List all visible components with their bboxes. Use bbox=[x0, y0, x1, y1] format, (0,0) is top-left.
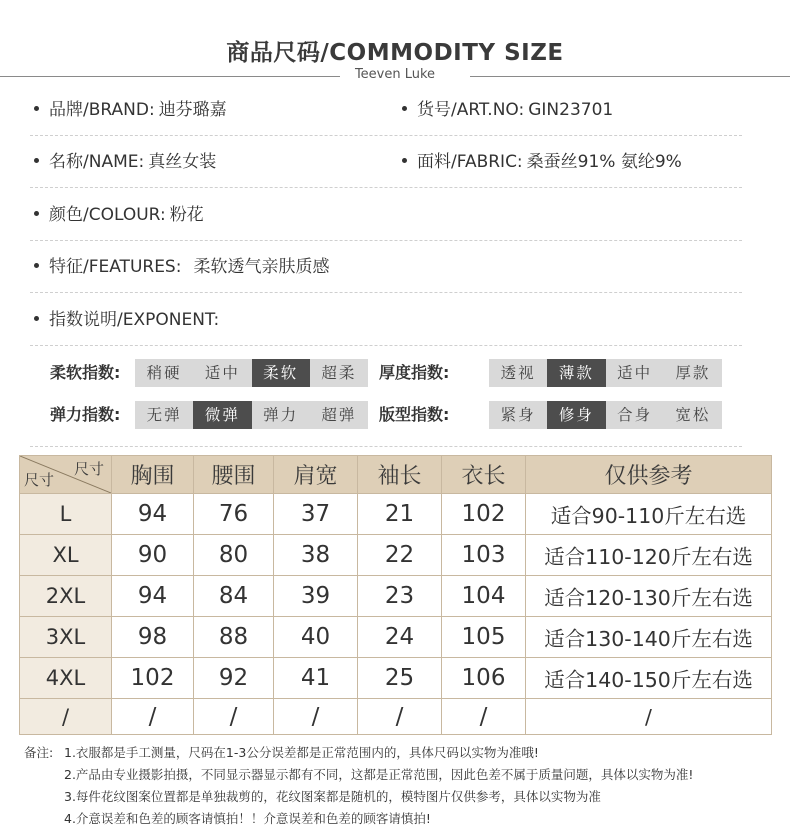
value-cell: 98 bbox=[112, 617, 194, 658]
value-cell: 84 bbox=[194, 576, 274, 617]
note-text: 2.产品由专业摄影拍摄，不同显示器显示都有不同，这都是正常范围，因此色差不属于质量问题，具体以实物为准! bbox=[64, 767, 694, 782]
value-cell: 102 bbox=[442, 494, 526, 535]
table-row bbox=[20, 535, 772, 576]
value-cell: 106 bbox=[442, 658, 526, 699]
size-table bbox=[19, 455, 772, 735]
info-row-exponent bbox=[30, 294, 742, 346]
bullet-icon bbox=[34, 158, 39, 163]
info-row-brand bbox=[30, 84, 742, 136]
size-cell: 3XL bbox=[20, 617, 112, 658]
table-row bbox=[20, 494, 772, 535]
reference-cell: 适合110-120斤左右选 bbox=[526, 535, 772, 576]
value-cell: / bbox=[194, 699, 274, 735]
note-text: 4.介意误差和色差的顾客请慎拍！！介意误差和色差的顾客请慎拍! bbox=[64, 811, 431, 826]
note-text: 1.衣服都是手工测量，尺码在1-3公分误差都是正常范围内的，具体尺码以实物为准哦! bbox=[64, 745, 539, 760]
reference-cell: 适合130-140斤左右选 bbox=[526, 617, 772, 658]
thickness-label: 厚度指数: bbox=[379, 363, 450, 382]
colour-value: 粉花 bbox=[169, 205, 204, 225]
name-item bbox=[34, 136, 216, 188]
table-row bbox=[20, 699, 772, 735]
bullet-icon bbox=[402, 106, 407, 111]
softness-option: 适中 bbox=[204, 364, 240, 382]
value-cell: 40 bbox=[274, 617, 358, 658]
table-row bbox=[20, 617, 772, 658]
softness-label: 柔软指数: bbox=[50, 363, 121, 382]
value-cell: / bbox=[442, 699, 526, 735]
value-cell: 94 bbox=[112, 576, 194, 617]
reference-cell: 适合90-110斤左右选 bbox=[526, 494, 772, 535]
art-no-value: GIN23701 bbox=[528, 100, 614, 120]
fabric-item bbox=[402, 136, 682, 188]
table-header-row bbox=[20, 456, 772, 494]
column-header: 肩宽 bbox=[274, 456, 358, 494]
value-cell: 25 bbox=[358, 658, 442, 699]
page-title: 商品尺码/COMMODITY SIZE bbox=[226, 40, 564, 66]
softness-option: 稍硬 bbox=[146, 364, 182, 382]
size-cell: 2XL bbox=[20, 576, 112, 617]
value-cell: 103 bbox=[442, 535, 526, 576]
size-cell: 4XL bbox=[20, 658, 112, 699]
brand-item bbox=[34, 84, 227, 136]
table-row bbox=[20, 576, 772, 617]
column-header: 仅供参考 bbox=[526, 456, 772, 494]
note-line bbox=[24, 808, 784, 830]
corner-top-label: 尺寸 bbox=[73, 460, 104, 478]
fabric-label: 面料/FABRIC: bbox=[417, 152, 523, 172]
name-label: 名称/NAME: bbox=[49, 152, 145, 172]
colour-label: 颜色/COLOUR: bbox=[49, 205, 166, 225]
column-header: 胸围 bbox=[112, 456, 194, 494]
bullet-icon bbox=[34, 211, 39, 216]
subtitle: Teeven Luke bbox=[354, 67, 436, 82]
table-row bbox=[20, 658, 772, 699]
column-header: 腰围 bbox=[194, 456, 274, 494]
bullet-icon bbox=[34, 106, 39, 111]
subtitle-divider-right bbox=[470, 76, 790, 77]
elasticity-option: 弹力 bbox=[263, 406, 299, 424]
note-line bbox=[24, 764, 784, 786]
value-cell: 21 bbox=[358, 494, 442, 535]
art-no-item bbox=[402, 84, 613, 136]
corner-bottom-label: 尺寸 bbox=[24, 471, 55, 489]
thickness-option-selected: 薄款 bbox=[547, 359, 605, 387]
thickness-option: 厚款 bbox=[675, 364, 711, 382]
value-cell: / bbox=[274, 699, 358, 735]
exponent-label: 指数说明/EXPONENT: bbox=[49, 310, 220, 330]
brand-value: 迪芬璐嘉 bbox=[158, 100, 227, 120]
fit-option-selected: 修身 bbox=[547, 401, 605, 429]
fit-option: 紧身 bbox=[500, 406, 536, 424]
value-cell: 39 bbox=[274, 576, 358, 617]
bullet-icon bbox=[34, 263, 39, 268]
size-cell: / bbox=[20, 699, 112, 735]
size-cell: L bbox=[20, 494, 112, 535]
reference-cell: / bbox=[526, 699, 772, 735]
colour-item bbox=[34, 189, 204, 241]
value-cell: 105 bbox=[442, 617, 526, 658]
value-cell: 104 bbox=[442, 576, 526, 617]
value-cell: 80 bbox=[194, 535, 274, 576]
notes-section bbox=[24, 742, 784, 830]
elasticity-option: 超弹 bbox=[321, 406, 357, 424]
softness-option-selected: 柔软 bbox=[252, 359, 310, 387]
column-header: 衣长 bbox=[442, 456, 526, 494]
value-cell: 92 bbox=[194, 658, 274, 699]
value-cell: 37 bbox=[274, 494, 358, 535]
fabric-value: 桑蚕丝91% 氨纶9% bbox=[526, 152, 682, 172]
value-cell: 23 bbox=[358, 576, 442, 617]
brand-label: 品牌/BRAND: bbox=[49, 100, 155, 120]
fit-label: 版型指数: bbox=[379, 405, 450, 424]
softness-scale bbox=[135, 359, 368, 387]
info-row-colour bbox=[30, 189, 742, 241]
elasticity-option-selected: 微弹 bbox=[193, 401, 251, 429]
index-row-1 bbox=[30, 359, 742, 387]
features-item bbox=[34, 241, 329, 293]
bullet-icon bbox=[402, 158, 407, 163]
reference-cell: 适合120-130斤左右选 bbox=[526, 576, 772, 617]
value-cell: 94 bbox=[112, 494, 194, 535]
value-cell: 90 bbox=[112, 535, 194, 576]
value-cell: 22 bbox=[358, 535, 442, 576]
size-cell: XL bbox=[20, 535, 112, 576]
value-cell: / bbox=[112, 699, 194, 735]
features-value: 柔软透气亲肤质感 bbox=[193, 257, 330, 277]
softness-option: 超柔 bbox=[321, 364, 357, 382]
exponent-item bbox=[34, 294, 219, 346]
note-line bbox=[24, 742, 784, 764]
value-cell: 88 bbox=[194, 617, 274, 658]
fit-option: 宽松 bbox=[675, 406, 711, 424]
name-value: 真丝女装 bbox=[148, 152, 217, 172]
note-line bbox=[24, 786, 784, 808]
info-row-features bbox=[30, 241, 742, 293]
notes-label: 备注: bbox=[24, 745, 54, 760]
fit-option: 合身 bbox=[617, 406, 653, 424]
value-cell: 41 bbox=[274, 658, 358, 699]
value-cell: 76 bbox=[194, 494, 274, 535]
bullet-icon bbox=[34, 316, 39, 321]
elasticity-option: 无弹 bbox=[146, 406, 182, 424]
value-cell: 24 bbox=[358, 617, 442, 658]
thickness-scale bbox=[489, 359, 722, 387]
note-text: 3.每件花纹图案位置都是单独裁剪的，花纹图案都是随机的，模特图片仅供参考，具体以实物为准 bbox=[64, 789, 601, 804]
reference-cell: 适合140-150斤左右选 bbox=[526, 658, 772, 699]
thickness-option: 透视 bbox=[500, 364, 536, 382]
art-no-label: 货号/ART.NO: bbox=[417, 100, 525, 120]
value-cell: / bbox=[358, 699, 442, 735]
index-section-divider bbox=[30, 395, 742, 447]
features-label: 特征/FEATURES: bbox=[49, 257, 182, 277]
table-corner-cell bbox=[20, 456, 112, 494]
thickness-option: 适中 bbox=[617, 364, 653, 382]
info-row-name bbox=[30, 136, 742, 188]
value-cell: 102 bbox=[112, 658, 194, 699]
value-cell: 38 bbox=[274, 535, 358, 576]
elasticity-label: 弹力指数: bbox=[50, 405, 121, 424]
column-header: 袖长 bbox=[358, 456, 442, 494]
